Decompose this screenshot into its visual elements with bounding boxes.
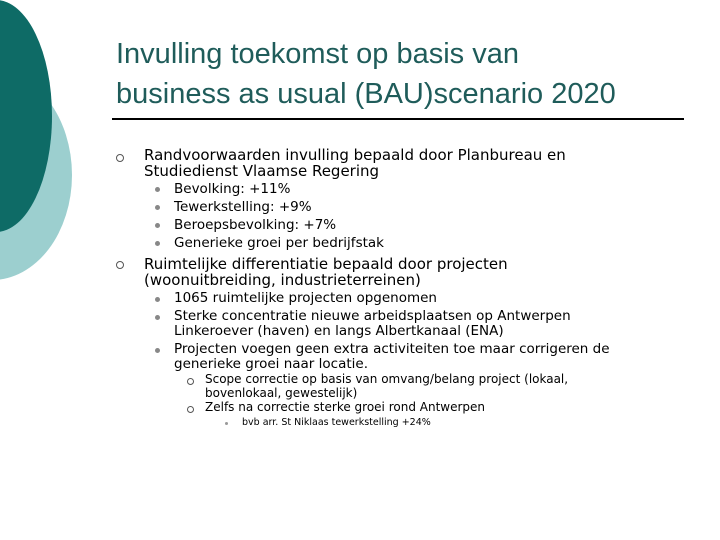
bullet-2-line-2: (woonuitbreiding, industrieterreinen) bbox=[144, 271, 421, 289]
title-divider bbox=[112, 118, 684, 120]
sub-item-correction bbox=[174, 342, 610, 372]
scope-line-1: Scope correctie op basis van omvang/belang project (lokaal, bbox=[205, 372, 569, 386]
scope-line-2: bovenlokaal, gewestelijk) bbox=[205, 385, 358, 400]
dot-bullet-icon bbox=[155, 241, 160, 246]
sub-sub-item-antwerp: Zelfs na correctie sterke groei rond Antwerpen bbox=[205, 400, 486, 414]
sub-item-generic-growth: Generieke groei per bedrijfstak bbox=[174, 235, 384, 251]
bullet-2-text bbox=[144, 256, 508, 288]
bullet-1-line-2: Studiedienst Vlaamse Regering bbox=[144, 162, 380, 180]
title-line-2: business as usual (BAU)scenario 2020 bbox=[116, 78, 616, 110]
sub-item-employment: Tewerkstelling: +9% bbox=[174, 199, 312, 215]
ring-bullet-icon bbox=[116, 261, 124, 269]
sub-sub-item-scope bbox=[205, 373, 568, 400]
title-line-1: Invulling toekomst op basis van bbox=[116, 38, 519, 70]
sub-item-projects: 1065 ruimtelijke projecten opgenomen bbox=[174, 290, 437, 306]
dot-bullet-icon bbox=[155, 223, 160, 228]
ring-bullet-icon bbox=[187, 406, 194, 413]
dot-bullet-icon bbox=[225, 422, 228, 425]
dot-bullet-icon bbox=[155, 315, 160, 320]
dot-bullet-icon bbox=[155, 348, 160, 353]
level-4-item-st-niklaas: bvb arr. St Niklaas tewerkstelling +24% bbox=[242, 417, 431, 428]
bullet-1-line-1: Randvoorwaarden invulling bepaald door Planbureau en bbox=[144, 146, 566, 164]
concentration-line-2: Linkeroever (haven) en langs Albertkanaal (ENA) bbox=[174, 323, 504, 339]
sub-item-population: Bevolking: +11% bbox=[174, 181, 291, 197]
correction-line-2: generieke groei naar locatie. bbox=[174, 356, 368, 372]
ring-bullet-icon bbox=[116, 154, 124, 162]
concentration-line-1: Sterke concentratie nieuwe arbeidsplaatsen op Antwerpen bbox=[174, 308, 571, 324]
bullet-1-text bbox=[144, 147, 566, 179]
sub-item-concentration bbox=[174, 309, 571, 339]
ring-bullet-icon bbox=[187, 378, 194, 385]
slide-title bbox=[116, 34, 696, 114]
dot-bullet-icon bbox=[155, 205, 160, 210]
correction-line-1: Projecten voegen geen extra activiteiten toe maar corrigeren de bbox=[174, 341, 610, 357]
dot-bullet-icon bbox=[155, 187, 160, 192]
dot-bullet-icon bbox=[155, 297, 160, 302]
bullet-2-line-1: Ruimtelijke differentiatie bepaald door projecten bbox=[144, 255, 508, 273]
sub-item-labour-force: Beroepsbevolking: +7% bbox=[174, 217, 337, 233]
